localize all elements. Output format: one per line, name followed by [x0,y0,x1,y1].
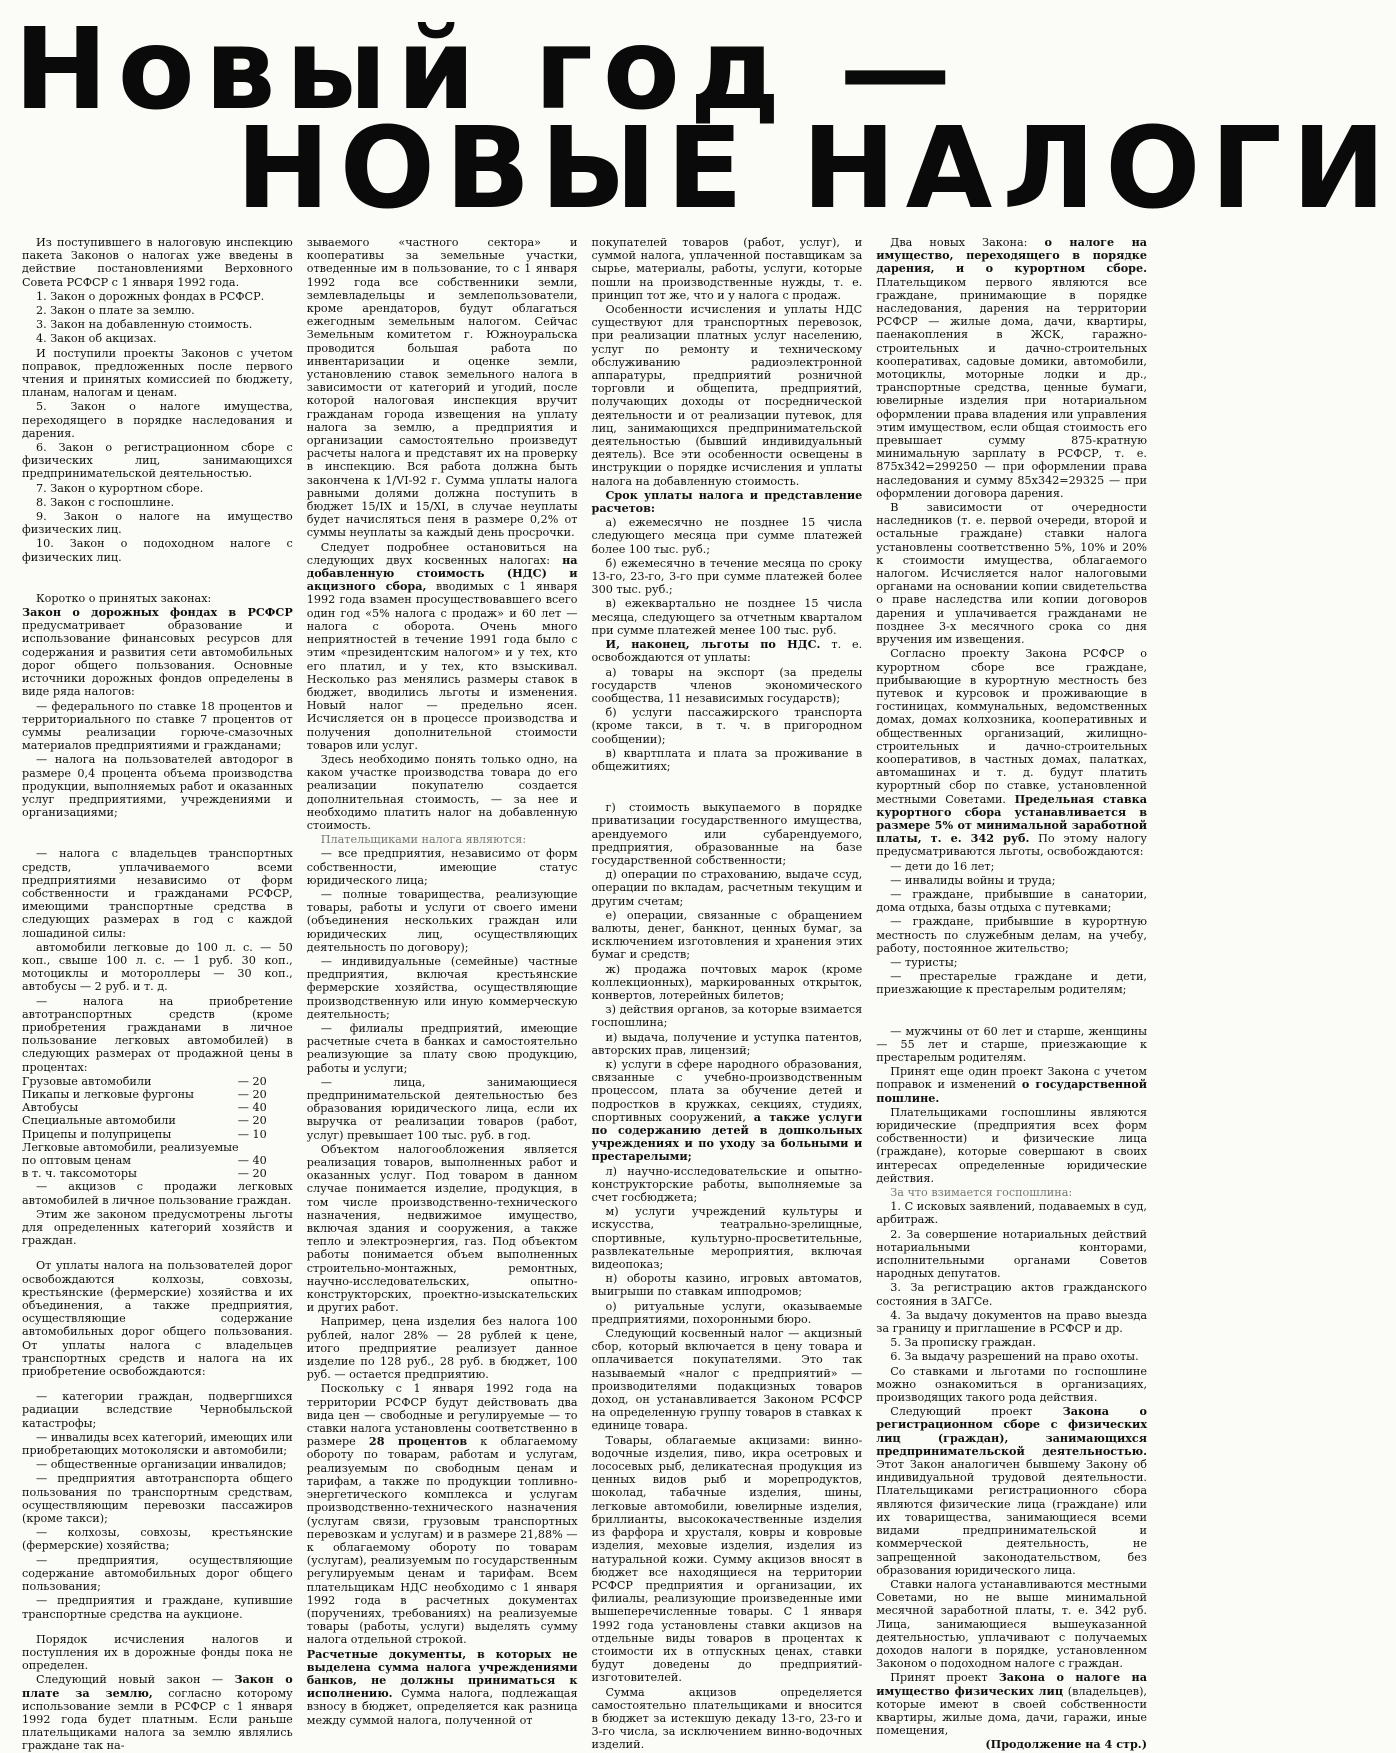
paragraph [22,236,293,289]
paragraph [307,541,578,752]
text: — престарелые граждане и дети, приезжающие к престарелым родителям; [876,970,1147,997]
paragraph [876,1281,1147,1307]
bold-text: Закона о налоге на имущество физических лиц [876,1670,1147,1698]
paragraph [876,1309,1147,1335]
text: и) выдача, получение и уступка патентов, авторских прав, лицензий; [591,1030,863,1057]
paragraph [22,847,293,939]
paragraph [876,1336,1147,1349]
rate-row [22,1088,293,1101]
paragraph [592,597,863,637]
text: — предприятия и граждане, купившие транспортные средства на аукционе. [22,1594,293,1621]
text: к) услуги в сфере народного образования, связанные с учебно-производственным процессом, плата за обучение детей и подростков в кружках, секциях, студиях, спортивных сооружений, [591,1057,863,1124]
paragraph [876,647,1147,858]
headline-line-2: НОВЫЕ НАЛОГИ [236,104,1396,234]
text: 4. За выдачу документов на право выезда за границу и приглашение в РСФСР и др. [876,1308,1147,1336]
text: — граждане, прибывшие в курортную местность по служебным делам, на учебу, работу, постоянное жительство; [876,915,1147,955]
paragraph [22,1554,293,1594]
rate-row [22,1128,293,1141]
paragraph [592,516,863,556]
text: (владельцев), которые имеют в своей собственности квартиры, жилые дома, дачи, гаражи, иные помещения, [876,1684,1147,1738]
text: 8. Закон с госпошлине. [36,495,175,509]
paragraph [876,860,1147,873]
paragraph [307,236,578,540]
bold-text: Закон о дорожных фондах в РСФСР [22,605,293,620]
rate-label: в т. ч. таксомоторы [22,1167,137,1181]
bold-text: Предельная ставка курортного сбора устанавливается в размере 5% от минимальной заработной платы, т. е. 342 руб. [876,791,1147,846]
article-body [22,235,1148,1753]
paragraph [592,303,863,488]
text: 7. Закон о курортном сборе. [36,481,204,495]
paragraph [592,1327,863,1433]
text: г) стоимость выкупаемого в порядке приватизации государственного имущества, арендуемого или субарендуемого, предприятия, образованные на базе государственной собственности; [591,801,863,867]
paragraph [22,1633,293,1673]
text: Плательщиком первого являются все граждане, принимающие в порядке наследования, дарения на территории РСФСР — жилые дома, дачи, квартиры, паенакопления в ЖСК, гаражно-строительных и дачно-строительных кооперативах, садовые домики, автомобили, мотоциклы, моторные лодки и др., транспортные средства, ценные бумаги, ювелирные изделия при нотариальном оформлении права владения или управления этим имуществом, если общая стоимость его превышает сумму 875-кратную минимальную зарплату в РСФСР, т. е. 875х342=299250 — при оформлении права наследования и сумму 85х342=29325 — при оформлении договора дарения. [876,275,1147,500]
text: — инвалиды всех категорий, имеющих или приобретающих мотоколяски и автомобили; [22,1430,293,1458]
text: Поскольку с 1 января 1992 года на территории РСФСР будут действовать два вида цен — свободные и регулируемые — то ставки налога установлены соответственно в размере [306,1382,578,1449]
paragraph [22,318,293,331]
paragraph [876,956,1147,969]
rate-value: — 40 [237,1101,267,1115]
text: Например, цена изделия без налога 100 рублей, налог 28% — 28 рублей к цене, итого предприятие реализует данное изделие по 128 руб., 28 руб. в бюджет, 100 руб. — остается предприятию. [306,1315,578,1382]
text: — предприятия, осуществляющие содержание автомобильных дорог общего пользования; [22,1553,293,1594]
text: б) ежемесячно в течение месяца по сроку 13-го, 23-го, 3-го при сумме платежей более 300 тыс. руб.; [591,556,863,597]
text: Принят проект [890,1671,999,1685]
article-column-2 [306,236,578,1727]
text: 5. Закон о налоге имущества, переходящего в порядке наследования и дарения. [22,400,293,440]
text: а) товары на экспорт (за пределы государств членов экономического сообщества, 11 независимых государств); [591,665,863,705]
rate-value [267,1141,293,1154]
text: Следующий новый закон — [36,1673,235,1687]
text: — налога с владельцев транспортных средств, уплачиваемого всеми предприятиями независимо от форм собственности и гражданами РСФСР, имеющими транспортные средства в следующих размерах в год с каждой лошадиной силы: [22,847,293,940]
paragraph [876,1350,1147,1363]
paragraph [592,557,863,597]
bold-text: на добавленную стоимость (НДС) и акцизного сбора, [306,552,578,594]
paragraph [876,1578,1147,1670]
paragraph [592,706,863,746]
text: 6. Закон о регистрационном сборе с физических лиц, занимающихся предпринимательской деятельностью. [22,441,293,481]
text: т. е. освобождаются от уплаты: [591,638,863,665]
bold-text: 28 процентов [368,1434,468,1449]
paragraph [592,236,863,302]
paragraph [876,1106,1147,1185]
text: Особенности исчисления и уплаты НДС существуют для транспортных перевозок, при реализации платных услуг населению, услуг по ремонту и техническому обслуживанию радиоэлектронной аппаратуры, предприятий розничной торговли и общепита, предприятий, получающих доходы от посреднической деятельности и от реализации путевок, для лиц, занимающихся предпринимательской деятельностью (бывший индивидуальный деятель). Все эти особенности освещены в инструкции о порядке исчисления и уплаты налога на добавленную стоимость. [591,303,863,488]
text: — предприятия автотранспорта общего пользования по транспортным средствам, осуществляющим перевозки пассажиров (кроме такси); [22,1472,293,1526]
bold-text: Расчетные документы, в которых не выделена сумма налога учреждениями банков, не должны приниматься к исполнению. [306,1646,578,1701]
paragraph [876,888,1147,914]
text: Следующий проект [890,1405,1063,1419]
rate-value: — 20 [237,1074,267,1088]
rate-label: Автобусы [22,1101,79,1115]
text: д) операции по страхованию, выдаче ссуд, операции по вкладам, расчетным текущим и другим счетам; [591,868,863,908]
paragraph [22,1526,293,1552]
text: И поступили проекты Законов с учетом поправок, предложенных после первого чтения и принятых комиссией по бюджету, планам, налогам и ценам. [22,346,293,400]
text: — колхозы, совхозы, крестьянские (фермерские) хозяйства; [22,1526,293,1553]
paragraph [22,1472,293,1525]
text: — индивидуальные (семейные) частные предприятия, включая крестьянские фермерские хозяйства, осуществляющие производственную или иную коммерческую деятельность; [306,954,578,1021]
paragraph [592,489,863,515]
paragraph [592,1272,863,1298]
text: Коротко о принятых законах: [36,591,212,605]
paragraph [592,747,863,773]
text: автомобили легковые до 100 л. с. — 50 коп., свыше 100 л. с. — 1 руб. 30 коп., мотоциклы и мотороллеры — 30 коп., автобусы — 2 руб. и т. д. [22,940,293,994]
text: покупателей товаров (работ, услуг), и суммой налога, уплаченной поставщикам за сырье, материалы, работы, услуги, которые пошли на производственные нужды, т. е. принцип тот же, что и у налога с продаж. [591,236,863,302]
text: 2. За совершение нотариальных действий нотариальными конторами, исполнительными органами Советов народных депутатов. [876,1227,1147,1281]
paragraph [592,666,863,706]
text: — все предприятия, независимо от форм собственности, имеющие статус юридического лица; [306,847,578,887]
text: — налога на приобретение автотранспортных средств (кроме приобретения гражданами в личное пользование легковых автомобилей) в следующих размерах от продажной цены в процентах: [22,994,293,1074]
text: к облагаемому обороту по товарам, работам и услугам, реализуемым по свободным ценам и тарифам, а также по продукции топливно-энергетического комплекса и услугам производственно-технического назначения (услугам связи, грузовым транспортных перевозкам и услугам) и в размере 21,88% — к облагаемому обороту по товарам (услугам), реализуемым по государственным регулируемым ценам и тарифам. Всем плательщикам НДС необходимо с 1 января 1992 года в расчетных документах (поручениях, требованиях) на реализуемые товары (работы, услуги) выделять сумму налога отдельной строкой. [306,1435,578,1647]
text: — инвалиды войны и труда; [890,873,1056,887]
text: 1. С исковых заявлений, подаваемых в суд, арбитраж. [876,1200,1147,1227]
paragraph [876,1365,1147,1405]
paragraph [22,537,293,563]
text: 3. За регистрацию актов гражданского состояния в ЗАГСе. [876,1281,1147,1308]
paragraph [22,753,293,819]
paragraph [307,1648,578,1727]
paragraph [307,955,578,1021]
text: — дети до 16 лет; [890,859,995,873]
paragraph [22,1594,293,1620]
text: — лица, занимающиеся предпринимательской деятельностью без образования юридического лица, если их выручка от реализации товаров (работ, услуг) превышает 100 тыс. руб. в год. [306,1075,578,1142]
text: По этому налогу предусматриваются льготы, освобождаются: [876,832,1147,859]
text: м) услуги учреждений культуры и искусства, театрально-зрелищные, спортивные, культурно-просветительные, развлекательные мероприятия, включая видеопоказ; [591,1205,863,1272]
paragraph [876,1405,1147,1577]
text: Товары, облагаемые акцизами: винно-водочные изделия, пиво, икра осетровых и лососевых рыб, деликатесная продукция из ценных видов рыб и морепродуктов, шоколад, табачные изделия, шины, легковые автомобили, ювелирные изделия, бриллианты, высококачественные изделия из фарфора и хрусталя, ковры и ковровые изделия, меховые изделия, изделия из натуральной кожи. Сумму акцизов вносят в бюджет все находящиеся на территории РСФСР предприятия и организации, их филиалы, реализующие произведенные ими вышеперечисленные товары. С 1 января 1992 года установлены ставки акцизов на отдельные виды товаров в процентах к стоимости их в отпускных ценах, ставки будут доведены до предприятий-изготовителей. [591,1433,863,1685]
paragraph [22,941,293,994]
paragraph [592,963,863,1003]
bold-text: Срок уплаты налога и представление расчетов: [591,487,863,516]
paragraph [592,868,863,908]
rate-row [22,1141,293,1154]
paragraph [307,847,578,887]
text: Сумма налога, подлежащая взносу в бюджет, определяется как разница между суммой налога, полученной от [306,1687,578,1727]
text: Со ставками и льготами по госпошлине можно ознакомиться в организациях, производящих такого рода действия. [876,1364,1147,1405]
bold-text: а также услуги по содержанию детей в дошкольных учреждениях и по уходу за больными и престарелыми; [591,1109,863,1164]
text: — федерального по ставке 18 процентов и территориального по ставке 7 процентов от суммы реализации горюче-смазочных материалов предприятиями и гражданами; [22,699,293,753]
text: Согласно проекту Закона РСФСР о курортном сборе все граждане, прибывающие в курортную местность без путевок и курсовок и проживающие в гостиницах, коммунальных, ведомственных домах, домах колхозника, кооперативных и общественных организаций, жилищно-строительных и дачно-строительных кооперативов, в частных домах, палатках, автомашинах и т. д. будут платить курортный сбор по ставке, установленной местными Советами. [876,647,1147,806]
text: зываемого «частного сектора» и кооперативы за земельные участки, отведенные им в пользование, то с 1 января 1992 года все собственники земли, землевладельцы и землепользователи, кроме арендаторов, будут облагаться ежегодным земельным налогом. Сейчас Земельным комитетом г. Южноуральска проводится большая работа по инвентаризации и оценке земли, установлению ставок земельного налога в зависимости от категорий и угодий, после которой налоговая инспекция вручит гражданам города извещения на уплату налога за землю, а предприятия и организации самостоятельно произведут расчеты налога и представят их на проверку в инспекцию. Вся работа должна быть закончена к 1/VI-92 г. Сумма уплаты налога равными долями должна поступить в бюджет 15/IX и 15/XI, в случае неуплаты будет начисляться пеня в размере 0,2% от суммы неуплаты за каждый день просрочки. [306,236,578,540]
text: Объектом налогообложения является реализация товаров, выполненных работ и оказанных услуг. Под товаром в данном случае понимается изделие, продукция, в том числе производственно-технического назначения, недвижимое имущество, включая здания и сооружения, а также тепло и электроэнергия, газ. Под объектом работы понимается объем выполненных строительно-монтажных, ремонтных, научно-исследовательских, опытно-конструкторских, проектно-изыскательских и других работ. [306,1142,578,1315]
paragraph [307,1382,578,1646]
text: в) ежеквартально не позднее 15 числа месяца, следующего за отчетным кварталом при сумме платежей менее 100 тыс. руб. [591,597,863,637]
rate-label: Грузовые автомобили [22,1074,152,1088]
paragraph [876,501,1147,646]
text: 1. Закон о дорожных фондах в РСФСР. [36,289,265,303]
text: о) ритуальные услуги, оказываемые предприятиями, похоронными бюро. [591,1299,863,1326]
paragraph [22,1458,293,1471]
text: — мужчины от 60 лет и старше, женщины — 55 лет и старше, приезжающие к престарелым родителям. [876,1024,1147,1064]
paragraph [307,1022,578,1075]
rate-value: — 20 [237,1167,267,1181]
paragraph [592,1058,863,1164]
paragraph [22,482,293,495]
paragraph [876,915,1147,955]
text: согласно которому использование земли в РСФСР с 1 января 1992 года будет платным. Если раньше плательщиками налога за землю являлись граждане так на- [22,1686,293,1753]
text: — категории граждан, подвергшихся радиации вследствие Чернобыльской катастрофы; [22,1390,293,1430]
paragraph [22,332,293,345]
text: Порядок исчисления налогов и поступления их в дорожные фонды пока не определен. [22,1632,293,1673]
text: 6. За выдачу разрешений на право охоты. [890,1350,1139,1364]
text: 9. Закон о налоге на имущество физических лиц. [22,510,293,537]
paragraph [22,1208,293,1248]
article-column-3 [591,236,863,1752]
text: — граждане, прибывшие в санатории, дома отдыха, базы отдыха с путевками; [876,887,1147,915]
paragraph [22,1431,293,1457]
paragraph [22,347,293,400]
bold-text: Закона о регистрационном сборе с физических лиц (граждан), занимающихся предпринимательской деятельностью. [876,1404,1147,1458]
paragraph [22,700,293,753]
text: За что взимается госпошлина: [890,1186,1073,1200]
paragraph [876,1200,1147,1226]
bold-text: И, наконец, льготы по НДС. [605,637,821,652]
paragraph [592,1003,863,1029]
text: — туристы; [890,955,958,969]
paragraph [592,638,863,664]
paragraph [592,1205,863,1271]
paragraph [22,592,293,605]
rate-label: Специальные автомобили [22,1114,176,1128]
rate-label: по оптовым ценам [22,1154,131,1167]
paragraph [876,1671,1147,1737]
text: а) ежемесячно не позднее 15 числа следующего месяца при сумме платежей более 100 тыс. руб.; [591,516,863,556]
paragraph [876,970,1147,996]
text: вводимых с 1 января 1992 года взамен просуществовавшего всего один год «5% налога с продаж» и 60 лет — налога с оборота. Очень много неприятностей в течение 1991 года было с этим «президентским налогом» и у тех, кто его платил, и у тех, кто взыскивал. Несколько раз менялись размеры ставок в бюджет, вводились льготы и изменения. Новый налог — предельно ясен. Исчисляется он в процессе производства и получения дополнительной стоимости товаров или услуг. [306,580,578,752]
text: н) обороты казино, игровых автоматов, выигрыши по ставкам ипподромов; [591,1272,863,1299]
paragraph [592,1686,863,1752]
paragraph [22,304,293,317]
rate-value: — 40 [237,1154,267,1167]
text: — налога на пользователей автодорог в размере 0,4 процента объема производства продукции, выполняемых работ и оказанных услуг предприятиями, учреждениями и организациями; [22,753,293,820]
text: б) услуги пассажирского транспорта (кроме такси, в т. ч. в пригородном сообщении); [591,706,863,746]
paragraph [22,290,293,303]
text: Следующий косвенный налог — акцизный сбор, который включается в цену товара и оплачивается покупателями. Это так называемый «налог с предприятий» — производителями подакцизных товаров доход, он устанавливается Законом РСФСР на определенную группу товаров в ставках к единице товара. [591,1327,863,1433]
paragraph [22,441,293,481]
rate-row [22,1167,293,1180]
article-column-1 [22,236,293,1753]
paragraph [22,606,293,698]
rate-value: — 20 [237,1087,267,1101]
paragraph [592,1031,863,1057]
paragraph [22,510,293,536]
paragraph [22,496,293,509]
text: Два новых Закона: [890,236,1045,249]
rate-row [22,1101,293,1114]
text: Плательщиками налога являются: [320,833,527,847]
paragraph [592,1165,863,1205]
text: — полные товарищества, реализующие товары, работы и услуги от своего имени (объединения нескольких граждан или юридических лиц, осуществляющих деятельность по договору); [306,887,578,954]
text: Из поступившего в налоговую инспекцию пакета Законов о налогах уже введены в действие постановлениями Верховного Совета РСФСР с 1 января 1992 года. [22,236,293,289]
paragraph [876,1228,1147,1281]
rate-value: — 20 [237,1114,267,1128]
paragraph [592,801,863,867]
headline [0,0,1396,236]
text: 5. За прописку граждан. [890,1336,1036,1350]
text: Сумма акцизов определяется самостоятельно плательщиками и вносится в бюджет за истекшую декаду 13-го, 23-го и 3-го числа, за исключением винно-водочных изделий. [591,1685,863,1752]
continuation-note: (Продолжение на 4 стр.) [985,1737,1147,1752]
paragraph [22,1259,293,1378]
text: Этот Закон аналогичен бывшему Закону об индивидуальной трудовой деятельности. Плательщиками регистрационного сбора являются физические лица (граждане) или их товарищества, занимающиеся всеми видами предпринимательской и коммерческой деятельность, не запрещенной законодательством, без образования юридического лица. [876,1458,1147,1577]
rate-row [22,1154,293,1167]
text: предусматривает образование и использование финансовых ресурсов для содержания и развития сети автомобильных дорог общего пользования. Основные источники дорожных фондов определены в виде ряда налогов: [22,619,293,699]
rate-label: Прицепы и полуприцепы [22,1127,172,1141]
paragraph [307,1315,578,1381]
text: л) научно-исследовательские и опытно-конструкторские работы, выполняемые за счет госбюджета; [591,1164,863,1205]
text: 3. Закон на добавленную стоимость. [36,318,253,332]
text: з) действия органов, за которые взимается госпошлина; [591,1003,863,1030]
paragraph [307,1143,578,1315]
text: Ставки налога устанавливаются местными Советами, но не выше минимальной месячной заработной платы, т. е. 342 руб. Лица, занимающиеся вышеуказанной деятельностью, уплачивают с получаемых доходов налоги в порядке, установленном Законом о подоходном налоге с граждан. [876,1577,1147,1671]
text: ж) продажа почтовых марок (кроме коллекционных), маркированных открыток, конвертов, лотерейных билетов; [591,962,863,1002]
paragraph [876,1186,1147,1199]
text: е) операции, связанные с обращением валюты, денег, банкнот, ценных бумаг, за исключением изготовления и хранения этих бумаг и средств; [591,908,863,962]
text: — общественные организации инвалидов; [36,1458,287,1472]
paragraph [22,1390,293,1430]
paragraph [592,1300,863,1326]
paragraph [307,888,578,954]
paragraph [22,995,293,1074]
paragraph [307,753,578,832]
bold-text: о налоге на имущество, переходящего в порядке дарения, и о курортном сборе. [876,235,1148,276]
text: Следует подробнее остановиться на следующих двух косвенных налогах: [306,540,578,567]
text: в) квартплата и плата за проживание в общежитиях; [591,746,863,773]
paragraph [876,874,1147,887]
paragraph [876,236,1147,500]
article-column-4 [876,235,1148,1752]
headline-line-1: Новый год — [14,5,962,135]
text: Этим же законом предусмотрены льготы для определенных категорий хозяйств и граждан. [22,1207,293,1248]
text: Здесь необходимо понять только одно, на каком участке производства товара до его реализации покупателю создается дополнительная стоимость, — за нее и необходимо платить налог на добавленную стоимость. [306,752,578,832]
text: 2. Закон о плате за землю. [36,304,195,318]
paragraph [592,1434,863,1685]
text: От уплаты налога на пользователей дорог освобождаются колхозы, совхозы, крестьянские (фермерские) хозяйства и их объединения, а также предприятия, осуществляющие содержание автомобильных дорог общего пользования. От уплаты налога с владельцев транспортных средств и налога на их приобретение освобождаются: [22,1259,293,1379]
text: 4. Закон об акцизах. [36,332,157,346]
paragraph [22,1180,293,1206]
rate-row [22,1075,293,1088]
text: Принят еще один проект Закона с учетом поправок и изменений [876,1065,1147,1092]
rate-row [22,1114,293,1127]
rate-label: Легковые автомобили, реализуемые [22,1140,239,1154]
paragraph [592,909,863,962]
text: Плательщиками госпошлины являются юридические (предприятия всех форм собственности) и физические лица (граждане), которые совершают в своих интересах определенные юридические действия. [876,1105,1147,1185]
text: 10. Закон о подоходном налоге с физических лиц. [22,537,293,564]
bold-text: Закон о плате за землю, [22,1672,293,1700]
rate-value: — 10 [237,1127,267,1141]
rate-label: Пикапы и легковые фургоны [22,1087,194,1101]
bold-text: о государственной пошлине. [876,1077,1147,1105]
paragraph [307,1076,578,1142]
paragraph [876,1025,1147,1065]
paragraph [876,1065,1147,1105]
paragraph [22,1673,293,1752]
paragraph [22,400,293,440]
text: — филиалы предприятий, имеющие расчетные счета в банках и самостоятельно реализующие за плату свою продукцию, работы и услуги; [306,1021,578,1075]
text: — акцизов с продажи легковых автомобилей в личное пользование граждан. [22,1180,293,1207]
paragraph [307,833,578,846]
text: В зависимости от очередности наследников (т. е. первой очереди, второй и остальные граждане) ставки налога установлены соответственно 5%, 10% и 20% к стоимости имущества, облагаемого налогом. Исчисляется налог налоговыми органами на основании копии свидетельства о праве наследства или копии договоров дарения и уплачивается гражданами не позднее 3-х месячного срока со дня вручения им извещения. [876,501,1147,647]
